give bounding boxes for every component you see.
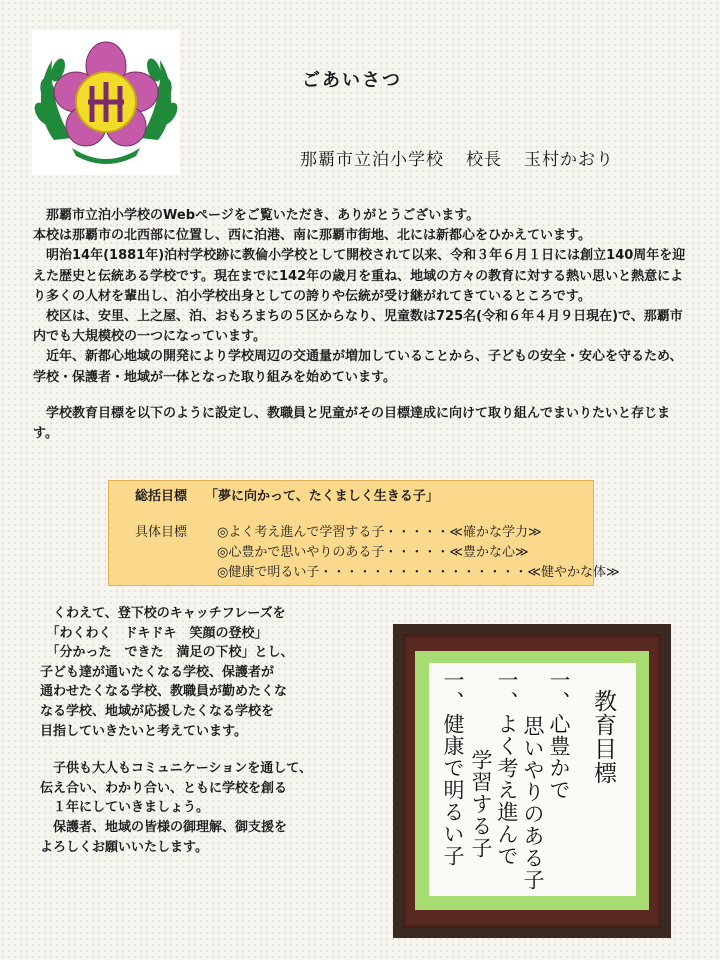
intro-paragraph-4: 校区は、安里、上之屋、泊、おもろまちの５区からなり、児童数は725名(令和６年４月９日現在)で、那覇市内でも大規模校の一つになっています。 bbox=[33, 309, 683, 345]
closing-line: 「わくわく ドキドキ 笑顔の登校」 bbox=[53, 625, 268, 641]
goal-item: ◎健康で明るい子・・・・・・・・・・・・・・・・≪健やかな体≫ bbox=[217, 565, 620, 580]
calligraphy-line: 思いやりのある子 bbox=[521, 715, 545, 891]
goal-item: ◎よく考え進んで学習する子・・・・・≪確かな学力≫ bbox=[217, 525, 542, 540]
school-emblem-icon bbox=[32, 30, 180, 175]
specific-goals-label: 具体目標 bbox=[135, 525, 188, 540]
principal-signature bbox=[300, 145, 636, 170]
closing-line: １年にしていきましょう。 bbox=[53, 800, 210, 816]
calligraphy-line: 一、健康で明るい子 bbox=[441, 669, 465, 867]
calligraphy-line: 学習する子 bbox=[469, 749, 493, 859]
intro-paragraph-3: 明治14年(1881年)泊村学校跡に教倫小学校として開校されて以来、令和３年６月１日には創立140周年を迎えた歴史と伝統ある学校です。現在までに142年の歳月を重ね、地域の方々の教育に対する熱い思いと熱意により多くの人材を輩出し、泊小学校出身としての誇りや伝統が受け継がれてきているところです。 bbox=[33, 248, 686, 304]
calligraphy-line: 一、心豊かで bbox=[547, 669, 571, 801]
goal-item: ◎心豊かで思いやりのある子・・・・・≪豊かな心≫ bbox=[217, 545, 529, 560]
principal-role: 校長 bbox=[466, 150, 502, 170]
closing-line: 子ども達が通いたくなる学校、保護者が bbox=[40, 664, 275, 680]
main-goal-label: 総括目標 bbox=[135, 489, 188, 504]
closing-line: くわえて、登下校のキャッチフレーズを bbox=[53, 606, 286, 621]
school-emblem bbox=[32, 30, 180, 175]
school-name: 那覇市立泊小学校 bbox=[300, 150, 444, 170]
principal-name: 玉村かおり bbox=[524, 150, 614, 170]
closing-message bbox=[40, 604, 385, 857]
picture-frame bbox=[403, 634, 661, 928]
education-goals-box bbox=[108, 480, 620, 586]
main-goal bbox=[135, 487, 439, 507]
page-title: ごあいさつ bbox=[302, 70, 402, 91]
calligraphy-paper bbox=[429, 663, 636, 896]
calligraphy-line: 一、よく考え進んで bbox=[495, 669, 519, 867]
closing-line: 「分かった できた 満足の下校」とし、 bbox=[53, 645, 294, 661]
closing-line: 伝え合い、わかり合い、ともに学校を創る bbox=[40, 780, 288, 796]
intro-paragraph-1: 那覇市立泊小学校のWebページをご覧いただき、ありがとうございます。 bbox=[46, 208, 480, 223]
closing-line: よろしくお願いいたします。 bbox=[40, 839, 208, 855]
calligraphy-heading: 教育目標 bbox=[590, 689, 616, 785]
closing-line: 目指していきたいと考えています。 bbox=[40, 723, 247, 739]
green-mat bbox=[415, 651, 649, 910]
closing-line: 通わせたくなる学校、教職員が勤めたくな bbox=[40, 684, 288, 700]
closing-line: 子供も大人もコミュニケーションを通して、 bbox=[53, 761, 312, 777]
closing-line: なる学校、地域が応援したくなる学校を bbox=[40, 703, 275, 719]
main-goal-text: 「夢に向かって、たくましく生きる子」 bbox=[205, 489, 439, 504]
framed-goals-photo bbox=[393, 624, 671, 938]
intro-paragraph-5: 近年、新都心地域の開発により学校周辺の交通量が増加していることから、子どもの安全・安心を守るため、学校・保護者・地域が一体となった取り組みを始めています。 bbox=[33, 349, 683, 385]
specific-goals-list bbox=[217, 523, 620, 583]
intro-paragraph-6: 学校教育目標を以下のように設定し、教職員と児童がその目標達成に向けて取り組んでまいりたいと存じます。 bbox=[33, 405, 671, 442]
intro-paragraph-2: 本校は那覇市の北西部に位置し、西に泊港、南に那覇市街地、北には新都心をひかえています。 bbox=[33, 228, 591, 244]
greeting-body bbox=[33, 206, 693, 444]
closing-line: 保護者、地域の皆様の御理解、御支援を bbox=[53, 819, 288, 835]
